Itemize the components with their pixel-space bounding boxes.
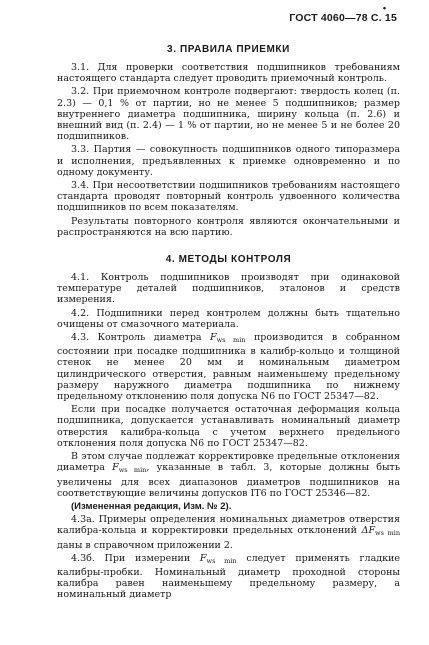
paragraph-4-2: 4.2. Подшипники перед контролем должны быть тщательно очищены от смазочного материала. <box>57 307 400 330</box>
symbol-F: F <box>210 332 217 344</box>
paragraph-3-1: 3.1. Для проверки соответствия подшипников требованиям настоящего стандарта следует проводить приемочный контроль. <box>57 62 400 85</box>
paragraph-3-2: 3.2. При приемочном контроле подвергают: твердость колец (п. 2.3) — 0,1 % от партии, но не менее 5 подшипников; размер внутреннего диаметра подшипника, ширину кольца (п. 2.6) и внешний вид (п. 2.4) — 1 % от партии, но не менее 5 и не более 20 подшипников. <box>57 86 400 143</box>
paragraph-3-results: Результаты повторного контроля являются окончательными и распространяются на всю партию. <box>57 215 400 238</box>
symbol-delta-F: ΔF <box>361 525 376 537</box>
paragraph-4-1: 4.1. Контроль подшипников производят при одинаковой температуре деталей подшипников, эталонов и средств измерения. <box>57 272 400 306</box>
paragraph-4-3a: 4.3а. Примеры определения номинальных диаметров отверстия калибра-кольца и корректировки предельных отклонений $\Delta F_{ws min}$ даны в справочном приложении 2. <box>57 514 401 551</box>
paragraph-3-3: 3.3. Партия — совокупность подшипников одного типоразмера и исполнения, предъявленных к приемке одновременно и по одному документу. <box>57 144 400 178</box>
paragraph-4-3b: 4.3б. При измерении $F_{ws min}$ следует применять гладкие калибры-пробки. Номинальный диаметр проходной стороны калибра равен наименьшему предельному размеру, а номинальный диаметр <box>57 552 400 601</box>
section-4-title: 4. МЕТОДЫ КОНТРОЛЯ <box>165 254 292 266</box>
symbol-F: F <box>199 552 207 564</box>
paragraph-4-3-deformation: Если при посадке получается остаточная деформация кольца подшипника, допускается устанавливать номинальный диаметр отверстия калибра-кольца с учетом верхнего предельного отклонения поля допуска N6 по ГОСТ 25347—82. <box>57 404 400 449</box>
symbol-F: F <box>112 462 119 474</box>
amendment-note: (Измененная редакция, Изм. № 2). <box>71 500 232 512</box>
paragraph-4-3-correction: В этом случае подлежат корректировке предельные отклонения диаметра $F_{ws min}$, указанные в табл. 3, которые должны быть увеличены для всех диапазонов диаметров подшипников на соответствующие величины допусков IT6 по ГОСТ 25346—82. <box>57 451 400 499</box>
page-content <box>57 44 400 603</box>
paragraph-3-4: 3.4. При несоответствии подшипников требованиям настоящего стандарта проводят повторный контроль удвоенного количества подшипников по всем показателям. <box>57 180 400 214</box>
page-header: ГОСТ 4060—78 С. 15 <box>289 12 397 24</box>
paragraph-4-3: 4.3. Контроль диаметра $F_{ws min}$ производится в собранном состоянии при посадке подшипника в калибр-кольцо и толщиной стенок не менее 20 мм и номинальным диаметром цилиндрического отверстия, равным наименьшему предельному размеру наружного диаметра подшипника по нижнему предельному отклонению поля допуска N6 по ГОСТ 25347—82. <box>57 332 400 403</box>
section-3-title: 3. ПРАВИЛА ПРИЕМКИ <box>167 44 290 55</box>
header-dot: • <box>382 3 386 13</box>
